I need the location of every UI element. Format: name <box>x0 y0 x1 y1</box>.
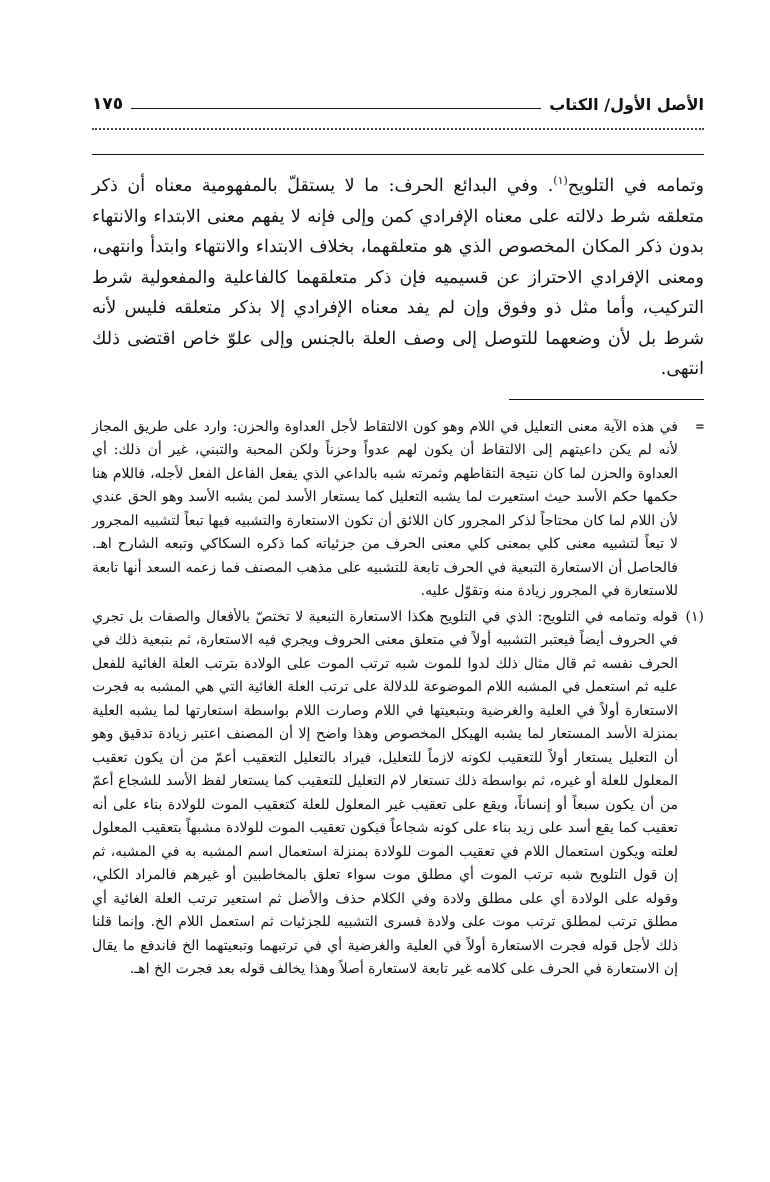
main-text-rest: . وفي البدائع الحرف: ما لا يستقلّ بالمفهومية معناه أن ذكر متعلقه شرط دلالته على معناه الإفرادي كمن وإلى فإنه لا يفهم معنى الابتداء والانتهاء بدون ذكر المكان المخصوص الذي هو متعلقهما، بخلاف الابتداء والانتهاء وابتدأ وانتهى، ومعنى الإفرادي الاحتراز عن قسيميه فإن ذكر متعلقهما كالفاعلية والمفعولية شرط التركيب، وأما مثل ذو وفوق وإن لم يفد معناه الإفرادي إلا بذكر متعلقه فليس لأنه شرط بل لأن وضعهما للتوصل إلى وصف العلة بالجنس وإلى علوّ خاص اقتضى ذلك انتهى. <box>92 176 704 379</box>
main-paragraph <box>92 171 704 385</box>
footnote-1 <box>92 606 704 982</box>
footnote-marker: (١) <box>685 608 704 625</box>
top-rule <box>92 154 704 155</box>
footnote-reference-1[interactable]: (١) <box>553 174 568 188</box>
footnotes <box>92 416 704 982</box>
running-header <box>92 88 704 114</box>
footnote-marker: = <box>695 418 704 435</box>
header-rule <box>131 108 541 109</box>
footnote-separator <box>509 399 704 400</box>
footnote-text: في هذه الآية معنى التعليل في اللام وهو كون الالتقاط لأجل العداوة والحزن: وارد على طريق المجاز لأنه لم يكن داعيتهم إلى الالتقاط أن يكون لهم عدواً وحزناً ولكن المحبة والتبني، غير أن ذلك: أي العداوة والحزن لما كان نتيجة التقاطهم وثمرته شبه بالداعي الذي يفعل الفاعل الفعل لأجله، فاللام هنا حكمها حكم الأسد حيث استعيرت لما يشبه التعليل كما يستعار الأسد لمن يشبه الأسد وهو الحق عندي لأن اللام لما كان محتاجاً لذكر المجرور كان اللائق أن تكون الاستعارة والتشبيه فيها تبعاً لتشبيه المجرور لا تبعاً لتشبيه معنى كلي بمعنى كلي معنى الحرف من جزئياته كما ذكره السكاكي وتبعه الشارح اهـ. فالحاصل أن الاستعارة التبعية في الحرف تابعة للتشبيه على مذهب المصنف فما زعمه السعد أنها تابعة للاستعارة في المجرور زيادة منه وتقوّل عليه. <box>92 418 678 599</box>
main-text-start: وتمامه في التلويح <box>567 176 704 196</box>
footnote-text: قوله وتمامه في التلويح: الذي في التلويح هكذا الاستعارة التبعية لا تختصّ بالأفعال والصفات بل تجري في الحروف أيضاً فيعتبر التشبيه أولاً في متعلق معنى الحروف ويجري فيه الاستعارة، ثم بتبعية ذلك في الحرف نفسه ثم قال مثال ذلك لدوا للموت شبه ترتب الموت على الولادة بترتب العلة الغائية للفعل عليه ثم استعمل في المشبه اللام الموضوعة للدلالة على ترتب العلة الغائية التي هي المشبه به فجرت الاستعارة أولاً في العلية والغرضية وبتبعيتها في اللام وصارت اللام بواسطة استعارتها لما يشبه العلية بمنزلة الأسد المستعار لما يشبه الهيكل المخصوص وهذا واضح إلا أن المصنف اعتبر زيادة تدقيق وهو أن التعليل يستعار أولاً للتعقيب لكونه لازماً للتعليل، فيراد بالتعليل التعقيب أعمّ من أن يكون تعقيب المعلول للعلة أو غيره، ثم بواسطة ذلك تستعار لام التعليل للتعقيب كما يستعار لفظ الأسد للشجاع أعمّ من أن يكون سبعاً أو إنساناً، ويقع على تعقيب غير المعلول للعلة كتعقيب الموت للولادة بناء على أنه تعقيب كما يقع أسد على زيد بناء على كونه شجاعاً فيكون تعقيب الموت للولادة مشبهاً بتعقيب المعلول لعلته ويكون استعمال اللام في تعقيب الموت للولادة بمنزلة استعمال اسم المشبه به في المشبه، ثم إن قول التلويح شبه ترتب الموت أي مطلق موت سواء تعلق بالمخاطبين أو غيرهم فالمراد الكلي، وقوله على الولادة أي على مطلق ولادة وفي الكلام حذف والأصل ثم استعير ترتب العلة الغائية أي مطلق ترتب لمطلق ترتب موت على ولادة فسرى التشبيه للجزئيات ثم استعمل اللام الخ. وإنما قلنا ذلك لأجل قوله فجرت الاستعارة أولاً في العلية والغرضية أي في ترتبهما وتبعيتهما الخ فاندفع ما يقال إن الاستعارة في الحرف على كلامه غير تابعة لاستعارة أصلاً وهذا يخالف قوله بعد فجرت الخ اهـ. <box>92 608 678 977</box>
book-page <box>92 88 704 984</box>
main-text <box>92 171 704 385</box>
dotted-separator <box>92 128 704 130</box>
page-number: ١٧٥ <box>92 94 124 114</box>
running-title: الأصل الأول/ الكتاب <box>549 95 704 114</box>
footnote-continuation <box>92 416 704 604</box>
